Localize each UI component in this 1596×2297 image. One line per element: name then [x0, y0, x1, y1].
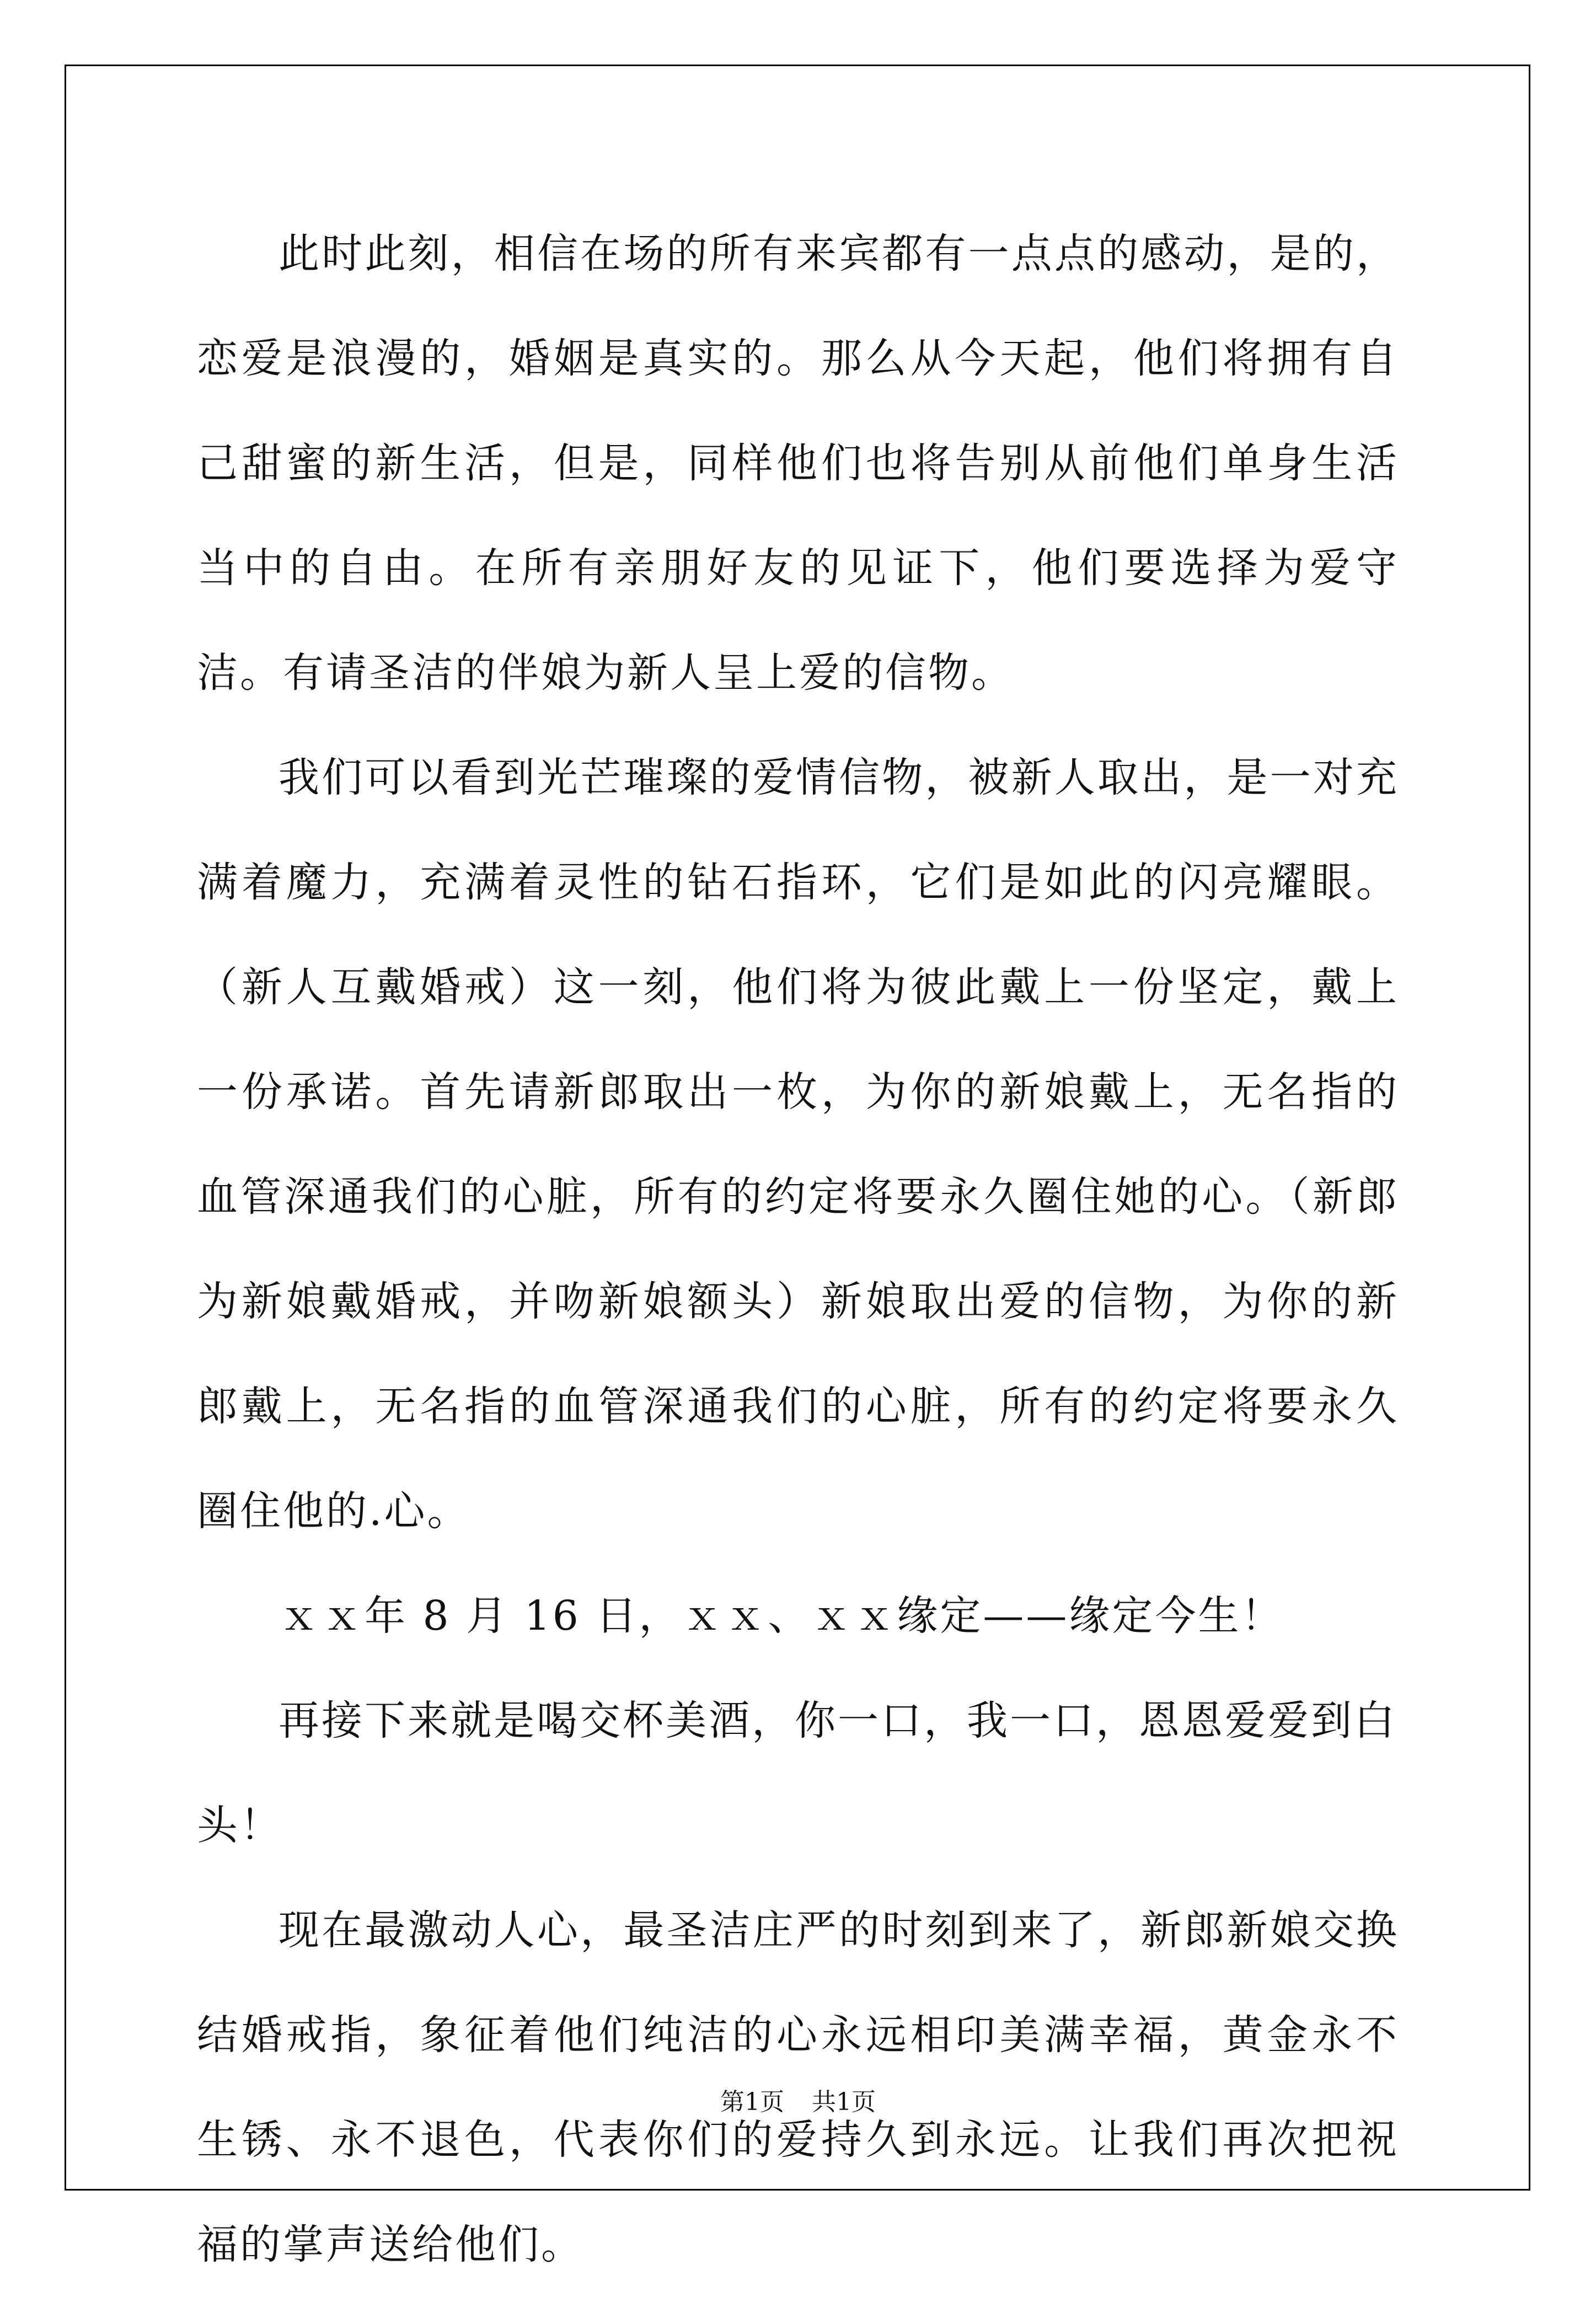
document-body	[197, 201, 1399, 2297]
paragraph-date-line: ｘｘ年 8 月 16 日，ｘｘ、ｘｘ缘定——缘定今生！	[279, 1592, 1284, 1640]
page-number-current: 第1页	[720, 2088, 784, 2116]
paragraph-ring-ceremony: 我们可以看到光芒璀璨的爱情信物，被新人取出，是一对充满着魔力，充满着灵性的钻石指环，它们是如此的闪亮耀眼。（新人互戴婚戒）这一刻，他们将为彼此戴上一份坚定，戴上一份承诺。首先请新郎取出一枚，为你的新娘戴上，无名指的血管深通我们的心脏，所有的约定将要永久圈住她的心。（新郎为新娘戴婚戒，并吻新娘额头）新娘取出爱的信物，为你的新郎戴上，无名指的血管深通我们的心脏，所有的约定将要永久圈住他的.心。	[197, 754, 1399, 1535]
paragraph-closing: 现在最激动人心，最圣洁庄严的时刻到来了，新郎新娘交换结婚戒指，象征着他们纯洁的心永远相印美满幸福，黄金永不生锈、永不退色，代表你们的爱持久到永远。让我们再次把祝福的掌声送给他们。	[197, 1907, 1399, 2268]
paragraph-ring-exchange-intro: 此时此刻，相信在场的所有来宾都有一点点的感动，是的，恋爱是浪漫的，婚姻是真实的。那么从今天起，他们将拥有自己甜蜜的新生活，但是，同样他们也将告别从前他们单身生活当中的自由。在所有亲朋好友的见证下，他们要选择为爱守洁。有请圣洁的伴娘为新人呈上爱的信物。	[197, 230, 1399, 697]
page-number-total: 共1页	[812, 2088, 876, 2116]
page-footer	[0, 2082, 1596, 2117]
paragraph-toast: 再接下来就是喝交杯美酒，你一口，我一口，恩恩爱爱到白头！	[197, 1697, 1397, 1849]
